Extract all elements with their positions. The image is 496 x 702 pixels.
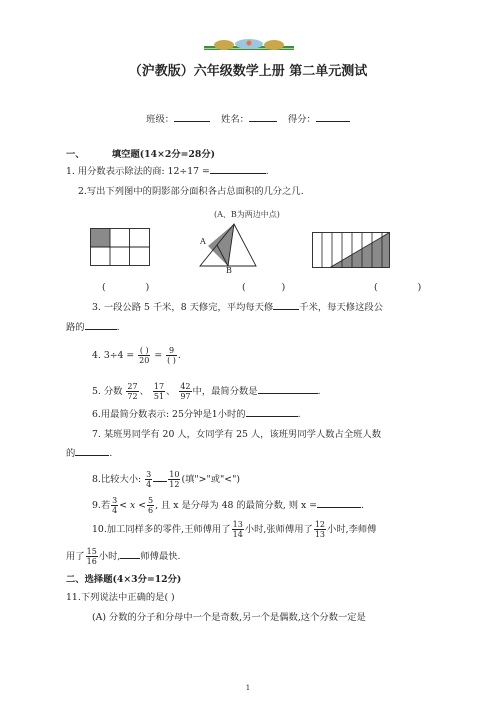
page-number: 1 <box>245 684 251 692</box>
q10-fraction-1: $\frac{13}{14}$ <box>232 520 243 539</box>
figure-diagonal-rectangle <box>312 232 390 268</box>
q3-answer-blank-1[interactable] <box>273 309 299 310</box>
q9-fraction-1: $\frac{3}{4}$ <box>112 496 118 515</box>
figure-grid-rectangle <box>90 228 150 266</box>
question-7-line-2: 的 . <box>66 448 113 459</box>
question-10: 10.加工同样多的零件,王师傅用了 $\frac{13}{14}$ 小时,张师傅用了 $\frac{12}{13}$ 小时,李师傅 <box>92 520 377 539</box>
figure-triangle <box>196 222 266 270</box>
figure-note: (A、B为两边中点) <box>214 210 280 219</box>
question-6: 6.用最简分数表示: 25分钟是1小时的 . <box>92 409 301 420</box>
q8-answer-blank[interactable] <box>153 481 167 482</box>
q10-fraction-2: $\frac{12}{13}$ <box>314 520 326 539</box>
class-label: 班级： <box>146 114 175 125</box>
q9-answer-blank[interactable] <box>317 507 361 508</box>
question-10-line-2: 用了 $\frac{15}{16}$ 小时, 师傅最快. <box>66 547 181 566</box>
point-a-label: A <box>200 237 206 246</box>
q7-answer-blank[interactable] <box>75 455 109 456</box>
question-11: 11.下列说法中正确的是( ) <box>66 592 175 603</box>
q8-fraction-1: $\frac{3}{4}$ <box>146 470 152 489</box>
section1-heading <box>66 149 215 161</box>
q8-fraction-2: $\frac{10}{12}$ <box>169 470 180 489</box>
q5-fraction-2: $\frac{17}{51}$ <box>153 382 165 401</box>
figure3-answer[interactable]: ( ) <box>374 282 422 293</box>
name-label: 姓名： <box>221 114 249 125</box>
question-3-line-2: 路的 . <box>66 322 120 333</box>
question-8: 8.比较大小: $\frac{3}{4}$ $\frac{10}{12}$ (填">"或"<") <box>92 470 240 489</box>
name-field[interactable] <box>249 121 277 122</box>
q5-fraction-1: $\frac{27}{72}$ <box>127 382 138 401</box>
q10-answer-blank[interactable] <box>120 558 140 559</box>
page-title: （沪教版）六年级数学上册 第二单元测试 <box>128 64 368 79</box>
shaded-triangle-region <box>208 224 234 266</box>
q1-text: 1. 用分数表示除法的商: 12÷17 = <box>66 166 210 177</box>
question-2: 2.写出下列图中的阴影部分面积各占总面积的几分之几. <box>78 186 304 197</box>
question-4: 4. 3÷4 = $\frac{( )}{20}$ = $\frac{9}{( )}$ . <box>92 346 181 365</box>
q3-answer-blank-2[interactable] <box>85 329 117 330</box>
figure1-answer[interactable]: ( ) <box>102 282 150 293</box>
q5-fraction-3: $\frac{42}{97}$ <box>180 382 191 401</box>
q1-answer-blank[interactable] <box>210 173 266 174</box>
q6-answer-blank[interactable] <box>246 416 298 417</box>
section1-title: 填空题(14×2分=28分) <box>111 149 216 160</box>
q4-fraction-2[interactable]: $\frac{9}{( )}$ <box>167 346 176 365</box>
shaded-cell <box>91 229 111 248</box>
score-field[interactable] <box>316 121 350 122</box>
question-9: 9.若 $\frac{3}{4}$ < x < $\frac{5}{6}$ , 且 x 是分母为 48 的最简分数, 则 x = . <box>92 496 364 515</box>
q4-fraction-1[interactable]: $\frac{( )}{20}$ <box>139 346 150 365</box>
question-5: 5. 分数 $\frac{27}{72}$ 、 $\frac{17}{51}$ 、 $\frac{42}{97}$ 中，最简分数是 . <box>92 382 321 401</box>
header-logo <box>204 36 294 48</box>
question-11-option-a: (A) 分数的分子和分母中一个是奇数,另一个是偶数,这个分数一定是 <box>92 612 366 623</box>
student-info-line <box>0 114 496 126</box>
score-label: 得分： <box>287 114 316 125</box>
q5-answer-blank[interactable] <box>258 393 318 394</box>
section1-number: 一、 <box>66 149 85 160</box>
question-1: 1. 用分数表示除法的商: 12÷17 = . <box>66 166 269 177</box>
q9-fraction-2: $\frac{5}{6}$ <box>148 496 154 515</box>
q10-fraction-3: $\frac{15}{16}$ <box>86 547 97 566</box>
point-b-label: B <box>226 266 232 275</box>
section2-heading: 二、选择题(4×3分=12分) <box>66 574 182 585</box>
question-3: 3. 一段公路 5 千米，8 天修完，平均每天修 千米，每天修这段公 <box>92 302 383 313</box>
class-field[interactable] <box>174 121 210 122</box>
question-7: 7. 某班男同学有 20 人，女同学有 25 人，该班男同学人数占全班人数 <box>92 429 382 440</box>
figure2-answer[interactable]: ( ) <box>242 282 286 293</box>
